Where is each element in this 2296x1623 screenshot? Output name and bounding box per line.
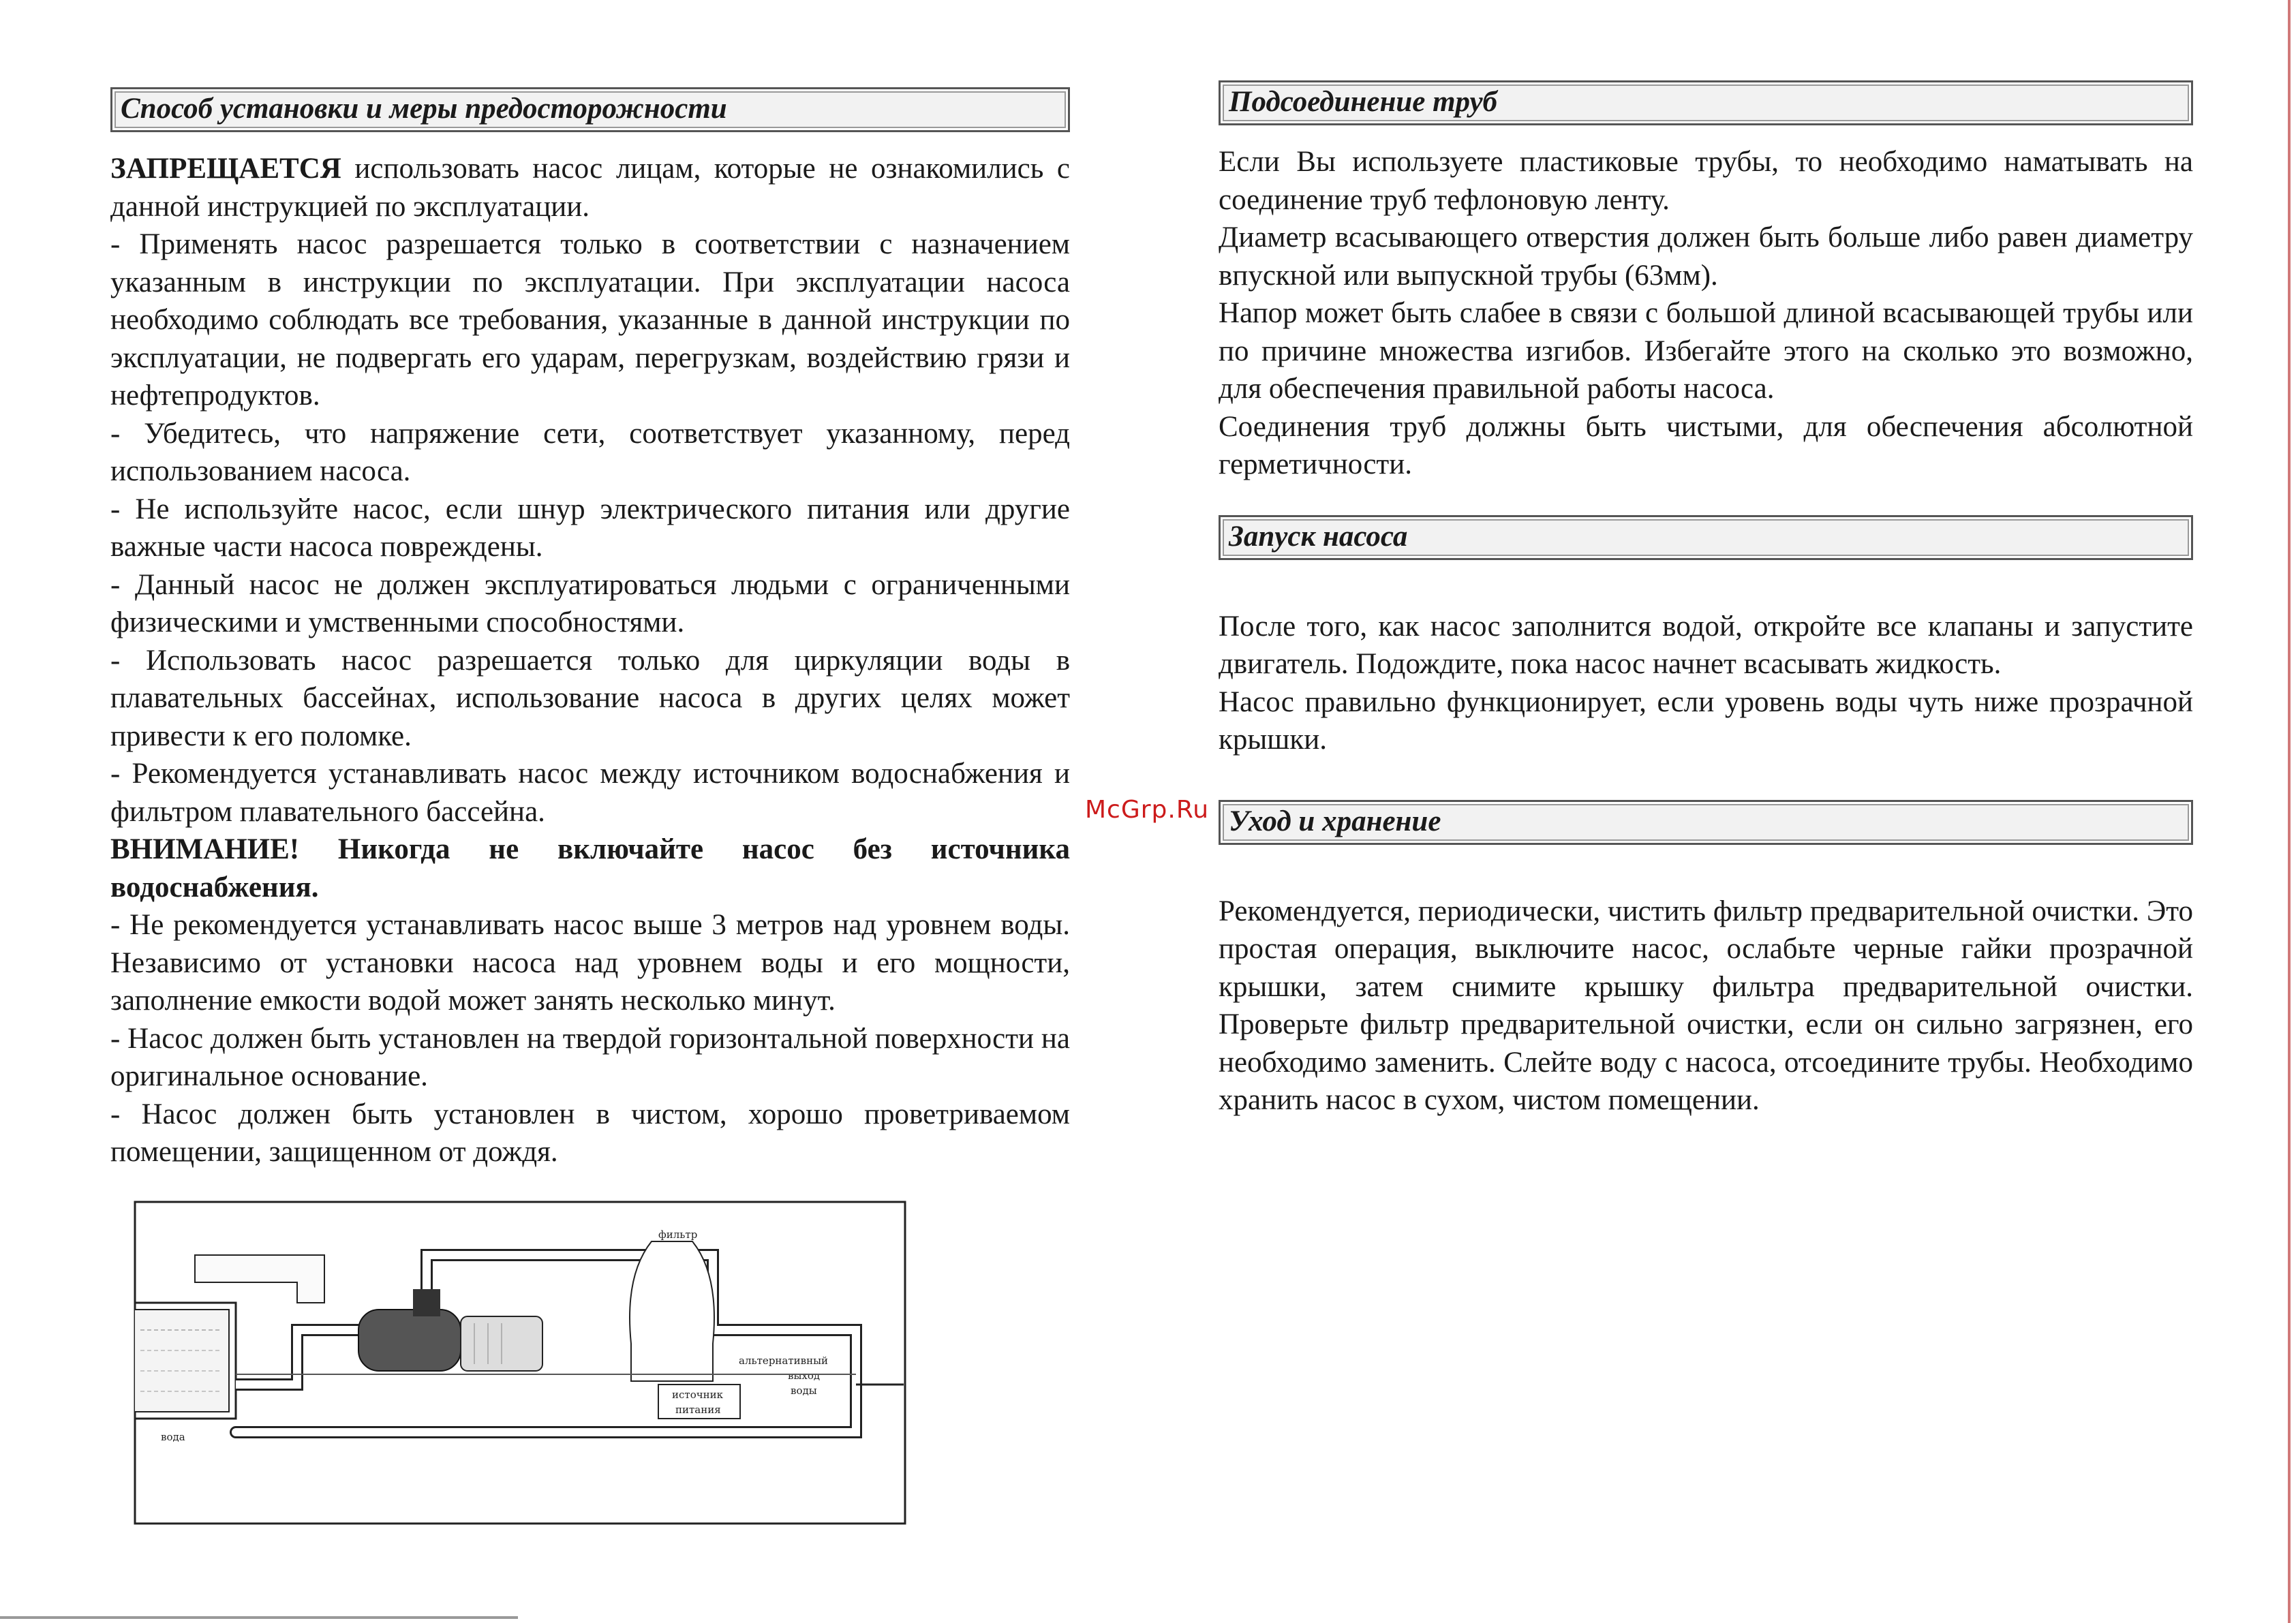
pump-body [358,1310,461,1371]
start-paragraph-1: После того, как насос заполнится водой, откройте все клапаны и запустите двигатель. Подождите, пока насос начнет всасывать жидкость. [1219,610,2193,680]
paragraph-pool-only: - Использовать насос разрешается только для циркуляции воды в плавательных бассейнах, использование насоса в других целях может привести к его поломке. [110,644,1070,752]
section-title-installation: Способ установки и меры предосторожности [110,87,1070,132]
paragraph-warning: ВНИМАНИЕ! Никогда не включайте насос без источника водоснабжения. [110,833,1070,903]
label-alt-1: альтернативный [739,1355,829,1367]
pipes-text [1219,143,2193,484]
left-column [110,87,1070,1171]
paragraph-restrictions: - Данный насос не должен эксплуатироваться людьми с ограниченными физическими и умственными способностями. [110,568,1070,638]
paragraph-placement: - Рекомендуется устанавливать насос между источником водоснабжения и фильтром плавательного бассейна. [110,758,1070,828]
paragraph-forbidden: ЗАПРЕЩАЕТСЯ использовать насос лицам, которые не ознакомились с данной инструкцией по эксплуатации. [110,153,1070,223]
label-water: вода [161,1431,185,1443]
section-title-care: Уход и хранение [1219,800,2193,845]
pipes-paragraph-1: Если Вы используете пластиковые трубы, то необходимо наматывать на соединение труб тефлоновую ленту. [1219,146,2193,216]
label-alt-2: выход [788,1370,821,1382]
care-text [1219,893,2193,1119]
paragraph-room: - Насос должен быть установлен в чистом, хорошо проветриваемом помещении, защищенном от дождя. [110,1098,1070,1168]
pipes-paragraph-2: Диаметр всасывающего отверстия должен быть больше либо равен диаметру впускной или выпускной трубы (63мм). [1219,221,2193,292]
pipes-paragraph-3: Напор может быть слабее в связи с большой длиной всасывающей трубы или по причине множества изгибов. Избегайте этого на сколько это возможно, для обеспечения правильной работы насоса. [1219,297,2193,405]
watermark: McGrp.Ru [1085,796,1210,824]
section-title-start: Запуск насоса [1219,515,2193,560]
forbidden-keyword: ЗАПРЕЩАЕТСЯ [110,153,341,185]
installation-diagram [134,1201,906,1525]
paragraph-surface: - Насос должен быть установлен на твердой горизонтальной поверхности на оригинальное основание. [110,1022,1070,1092]
paragraph-damage: - Не используйте насос, если шнур электрического питания или другие важные части насоса повреждены. [110,493,1070,563]
paragraph-height: - Не рекомендуется устанавливать насос выше 3 метров над уровнем воды. Независимо от установки насоса над уровнем воды и его мощности, заполнение емкости водой может занять несколько минут. [110,909,1070,1017]
page-bottom-line [0,1616,518,1619]
start-text [1219,608,2193,759]
label-filter: фильтр [658,1228,698,1241]
installation-text [110,150,1070,1171]
care-paragraph-1: Рекомендуется, периодически, чистить фильтр предварительной очистки. Это простая операция, выключите насос, ослабьте черные гайки прозрачной крышки, затем снимите крышку фильтра предварительной очистки. Проверьте фильтр предварительной очистки, если он сильно загрязнен, его необходимо заменить. Слейте воду с насоса, отсоедините трубы. Необходимо хранить насос в сухом, чистом помещении. [1219,895,2193,1116]
label-alt-3: воды [791,1385,817,1397]
installation-diagram-svg [134,1201,906,1525]
section-title-pipes: Подсоединение труб [1219,80,2193,125]
right-column [1219,80,2193,1119]
label-power-2: питания [675,1404,721,1416]
filter-tank [630,1241,714,1381]
pipes-paragraph-4: Соединения труб должны быть чистыми, для обеспечения абсолютной герметичности. [1219,410,2193,480]
start-paragraph-2: Насос правильно функционирует, если уровень воды чуть ниже прозрачной крышки. [1219,685,2193,756]
paragraph-voltage: - Убедитесь, что напряжение сети, соответствует указанному, перед использованием насоса. [110,417,1070,487]
page-edge-line [2288,0,2291,1623]
paragraph-usage: - Применять насос разрешается только в соответствии с назначением указанным в инструкции по эксплуатации. При эксплуатации насоса необходимо соблюдать все требования, указанные в данной инструкции по эксплуатации, не подвергать его ударам, перегрузкам, воздействию грязи и нефтепродуктов. [110,228,1070,412]
label-power-1: источник [672,1389,724,1401]
